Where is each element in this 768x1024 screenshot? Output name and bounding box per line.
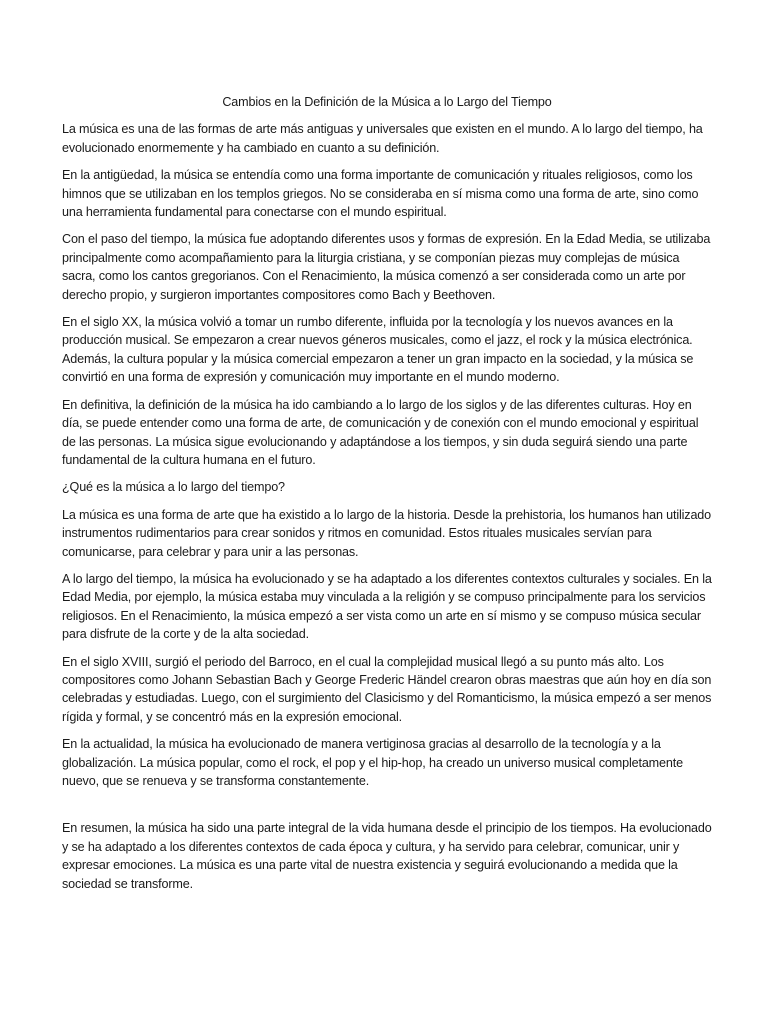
paragraph-today: En la actualidad, la música ha evolucionado de manera vertiginosa gracias al desarrollo de la tecnología y a la globalización. La música popular, como el rock, el pop y el hip-hop, ha creado un universo musical completamente nuevo, que se renueva y se transforma constantemente. — [62, 737, 683, 788]
paragraph-intro: La música es una de las formas de arte más antiguas y universales que existen en el mundo. A lo largo del tiempo, ha evolucionado enormemente y ha cambiado en cuanto a su definición. — [62, 122, 703, 155]
paragraph-twentieth-century: En el siglo XX, la música volvió a tomar un rumbo diferente, influida por la tecnología y los nuevos avances en la producción musical. Se empezaron a crear nuevos géneros musicales, como el jazz, el rock y la música electrónica. Además, la cultura popular y la música comercial empezaron a tener un gran impacto en la sociedad, y la música se convirtió en una forma de expresión y comunicación muy importante en el mundo moderno. — [62, 315, 694, 385]
paragraph-baroque: En el siglo XVIII, surgió el periodo del Barroco, en el cual la complejidad musical llegó a su punto más alto. Los compositores como Johann Sebastian Bach y George Frederic Händel crearon obras maestras que aún hoy en día son celebradas y estudiadas. Luego, con el surgimiento del Clasicismo y del Romanticismo, la música empezó a ser menos rígida y formal, y se concentró más en la expresión emocional. — [62, 654, 712, 724]
paragraph-evolution: A lo largo del tiempo, la música ha evolucionado y se ha adaptado a los diferentes contextos culturales y sociales. En la Edad Media, por ejemplo, la música estaba muy vinculada a la religión y se compuso principalmente para los servicios religiosos. En el Renacimiento, la música empezó a ser vista como un arte en sí mismo y se compuso música secular para disfrute de la corte y de la alta sociedad. — [62, 571, 712, 642]
paragraph-history: La música es una forma de arte que ha existido a lo largo de la historia. Desde la prehistoria, los humanos han utilizado instrumentos rudimentarios para crear sonidos y ritmos en comunidad. Estos rituales musicales servían para comunicarse, para celebrar y para unir a las personas. — [62, 507, 712, 559]
document-title: Cambios en la Definición de la Música a lo Largo del Tiempo — [222, 95, 552, 109]
paragraph-definition: En definitiva, la definición de la música ha ido cambiando a lo largo de los siglos y de las diferentes culturas. Hoy en día, se puede entender como una forma de arte, de comunicación y de conexión con el mundo emocional y espiritual de las personas. La música sigue evolucionando y adaptándose a los tiempos, y sin duda seguirá siendo una parte fundamental de la cultura humana en el futuro. — [62, 397, 699, 467]
paragraph-middle-ages: Con el paso del tiempo, la música fue adoptando diferentes usos y formas de expresión. En la Edad Media, se utilizaba principalmente como acompañamiento para la liturgia cristiana, y se componían piezas muy complejas de música sacra, como los cantos gregorianos. Con el Renacimiento, la música comenzó a ser considerada como un arte por derecho propio, y surgieron importantes compositores como Bach y Beethoven. — [62, 232, 711, 302]
section-question: ¿Qué es la música a lo largo del tiempo? — [62, 480, 285, 495]
paragraph-antiquity: En la antigüedad, la música se entendía como una forma importante de comunicación y rituales religiosos, como los himnos que se utilizaban en los templos griegos. No se consideraba en sí misma como una forma de arte, sino como una herramienta fundamental para conectarse con el mundo espiritual. — [62, 168, 699, 220]
document-body — [62, 93, 712, 902]
paragraph-summary: En resumen, la música ha sido una parte integral de la vida humana desde el principio de los tiempos. Ha evolucionado y se ha adaptado a los diferentes contextos de cada época y cultura, y ha servido para celebrar, comunicar, unir y expresar emociones. La música es una parte vital de nuestra existencia y seguirá evolucionando a medida que la sociedad se transforme. — [62, 821, 712, 891]
